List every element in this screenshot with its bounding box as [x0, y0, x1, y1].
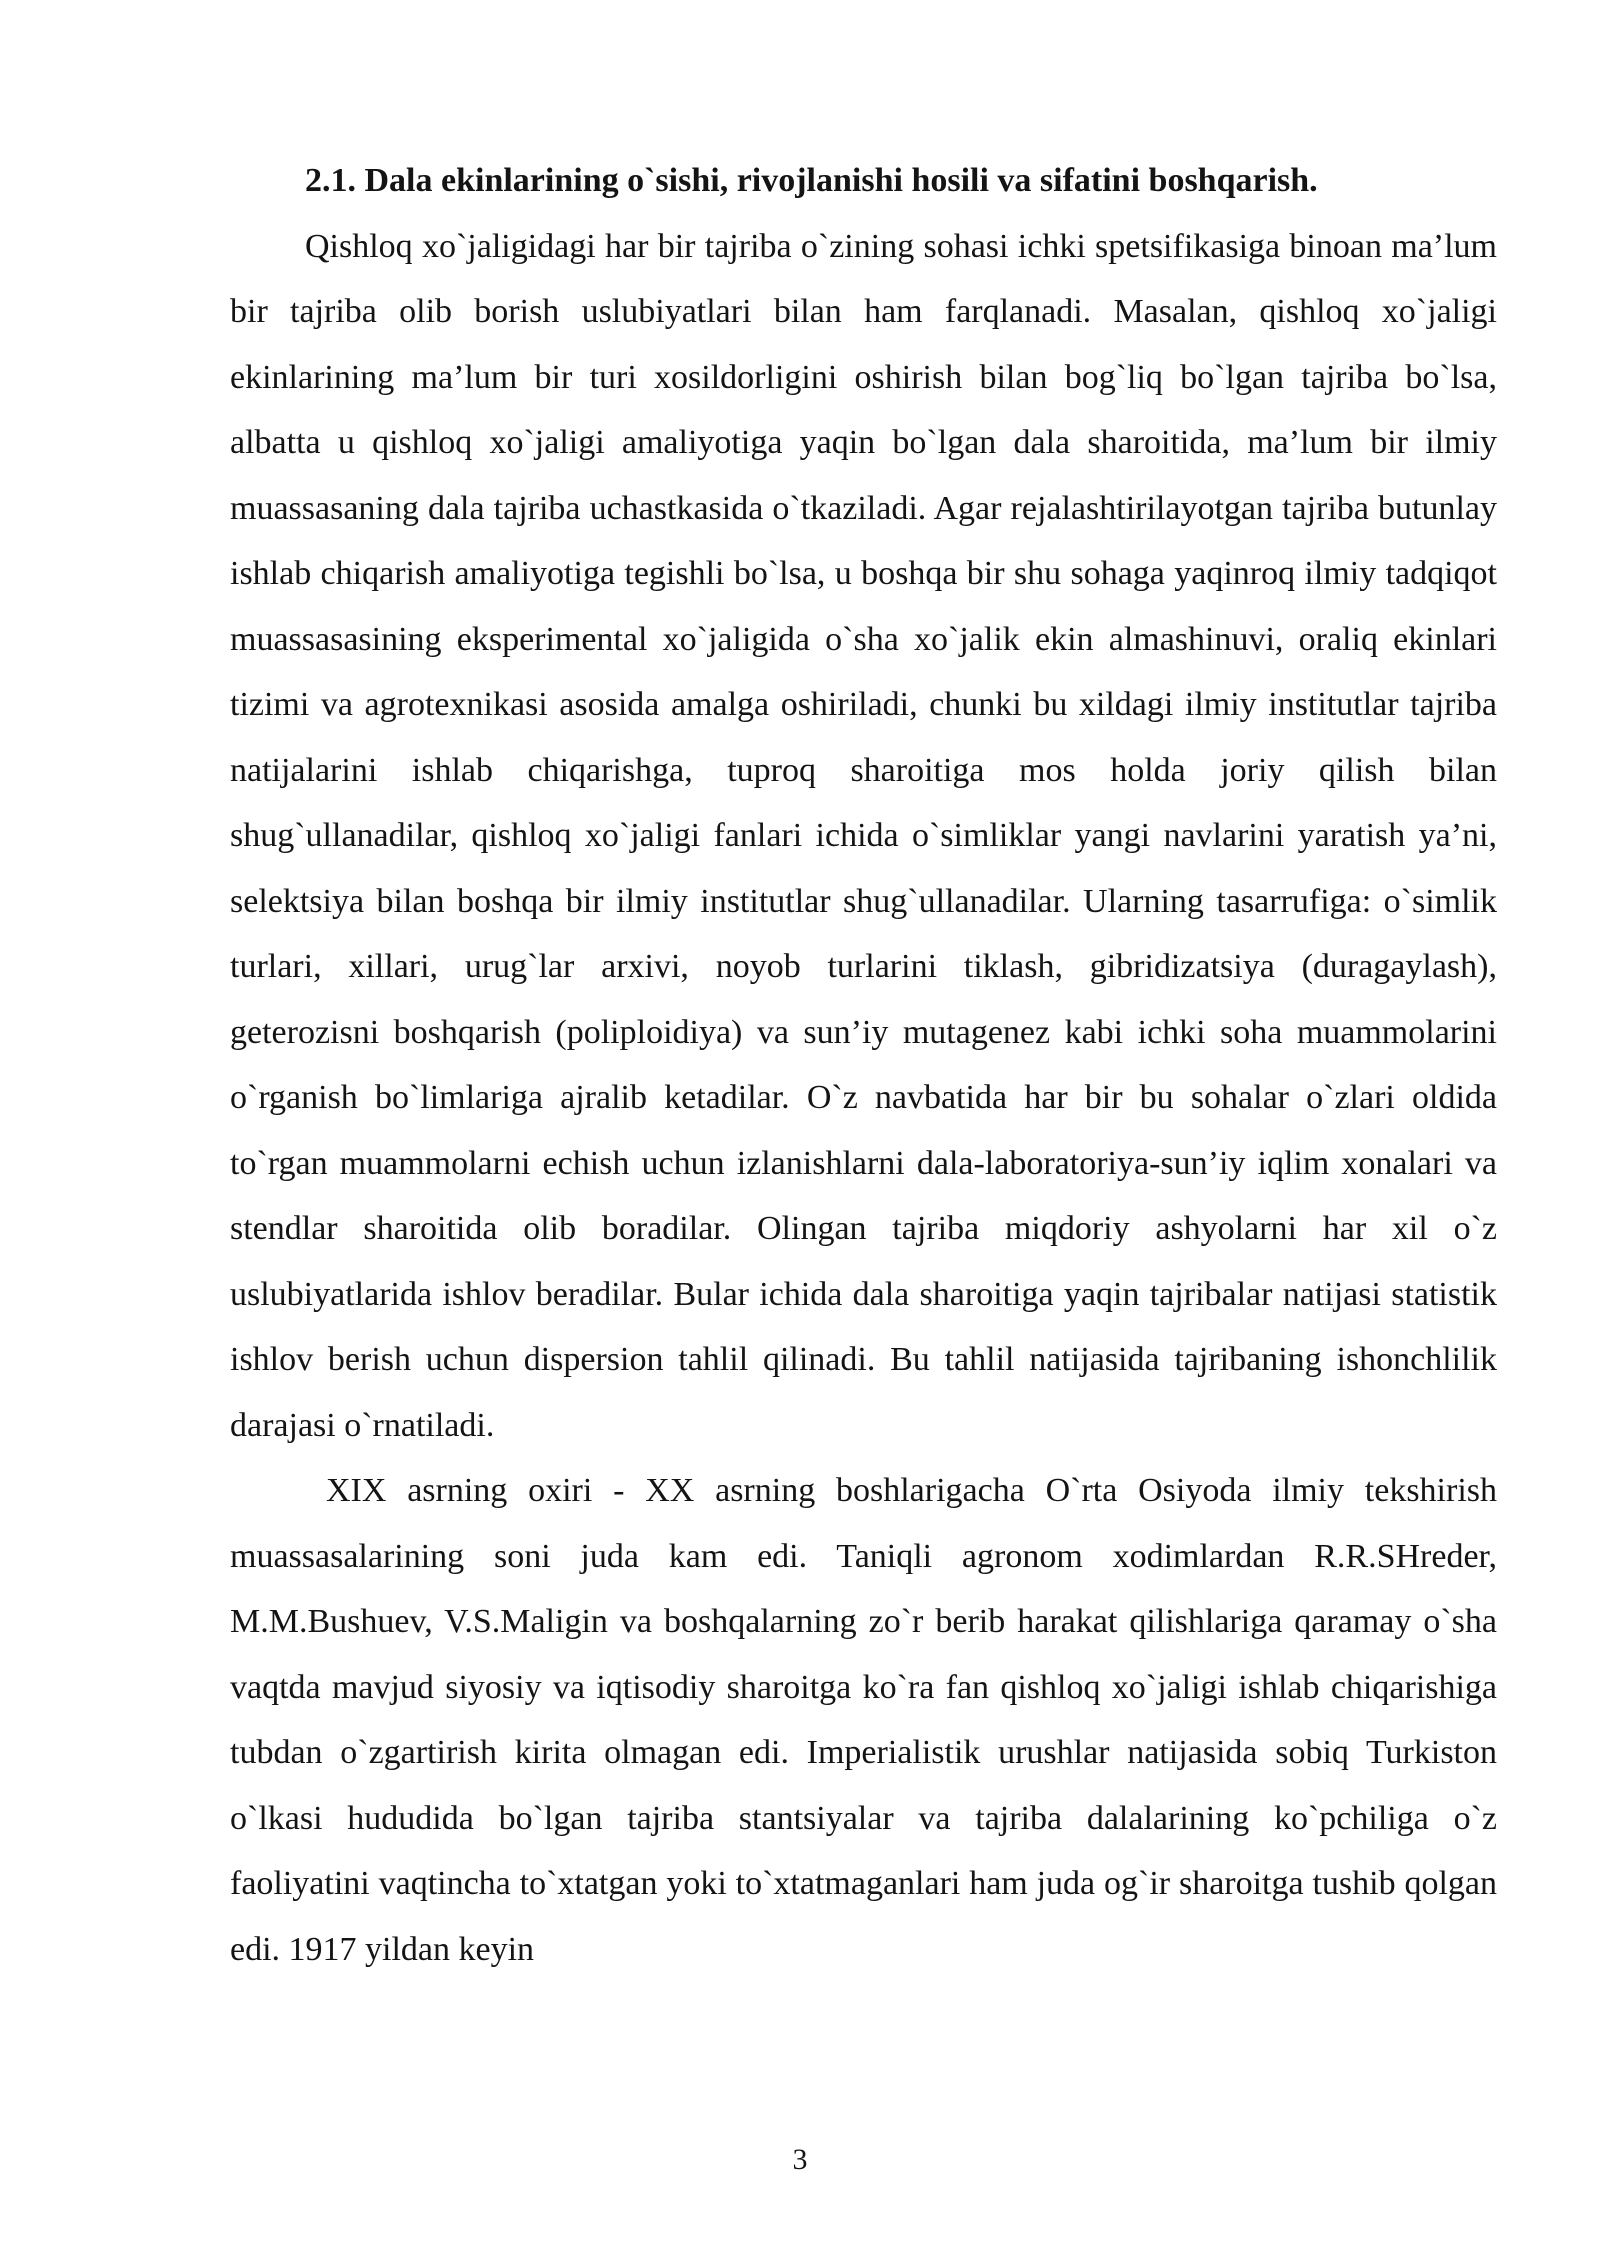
document-body: [230, 148, 1497, 1982]
paragraph-1: Qishloq xo`jaligidagi har bir tajriba o`zining sohasi ichki spetsifikasiga binoan ma’lum bir tajriba olib borish uslubiyatlari bilan ham farqlanadi. Masalan, qishloq xo`jaligi ekinlarining ma’lum bir turi xosildorligini oshirish bilan bog`liq bo`lgan tajriba bo`lsa, albatta u qishloq xo`jaligi amaliyotiga yaqin bo`lgan dala sharoitida, ma’lum bir ilmiy muassasaning dala tajriba uchastkasida o`tkaziladi. Agar rejalashtirilayotgan tajriba butunlay ishlab chiqarish amaliyotiga tegishli bo`lsa, u boshqa bir shu sohaga yaqinroq ilmiy tadqiqot muassasasining eksperimental xo`jaligida o`sha xo`jalik ekin almashinuvi, oraliq ekinlari tizimi va agrotexnikasi asosida amalga oshiriladi, chunki bu xildagi ilmiy institutlar tajriba natijalarini ishlab chiqarishga, tuproq sharoitiga mos holda joriy qilish bilan shug`ullanadilar, qishloq xo`jaligi fanlari ichida o`simliklar yangi navlarini yaratish ya’ni, selektsiya bilan boshqa bir ilmiy institutlar shug`ullanadilar. Ularning tasarrufiga: o`simlik turlari, xillari, urug`lar arxivi, noyob turlarini tiklash, gibridizatsiya (duragaylash), geterozisni boshqarish (poliploidiya) va sun’iy mutagenez kabi ichki soha muammolarini o`rganish bo`limlariga ajralib ketadilar. O`z navbatida har bir bu sohalar o`zlari oldida to`rgan muammolarni echish uchun izlanishlarni dala-laboratoriya-sun’iy iqlim xonalari va stendlar sharoitida olib boradilar. Olingan tajriba miqdoriy ashyolarni har xil o`z uslubiyatlarida ishlov beradilar. Bular ichida dala sharoitiga yaqin tajribalar natijasi statistik ishlov berish uchun dispersion tahlil qilinadi. Bu tahlil natijasida tajribaning ishonchlilik darajasi o`rnatiladi.: [230, 227, 1497, 1444]
paragraph-2: XIX asrning oxiri - XX asrning boshlarigacha O`rta Osiyoda ilmiy tekshirish muassasalarining soni juda kam edi. Taniqli agronom xodimlardan R.R.SHreder, M.M.Bushuev, V.S.Maligin va boshqalarning zo`r berib harakat qilishlariga qaramay o`sha vaqtda mavjud siyosiy va iqtisodiy sharoitga ko`ra fan qishloq xo`jaligi ishlab chiqarishiga tubdan o`zgartirish kirita olmagan edi. Imperialistik urushlar natijasida sobiq Turkiston o`lkasi hududida bo`lgan tajriba stantsiyalar va tajriba dalalarining ko`pchiliga o`z faoliyatini vaqtincha to`xtatgan yoki to`xtatmaganlari ham juda og`ir sharoitga tushib qolgan edi. 1917 yildan keyin: [230, 1472, 1497, 1968]
section-heading: 2.1. Dala ekinlarining o`sishi, rivojlanishi hosili va sifatini boshqarish.: [305, 162, 1318, 199]
page-number: 3: [792, 2143, 808, 2176]
